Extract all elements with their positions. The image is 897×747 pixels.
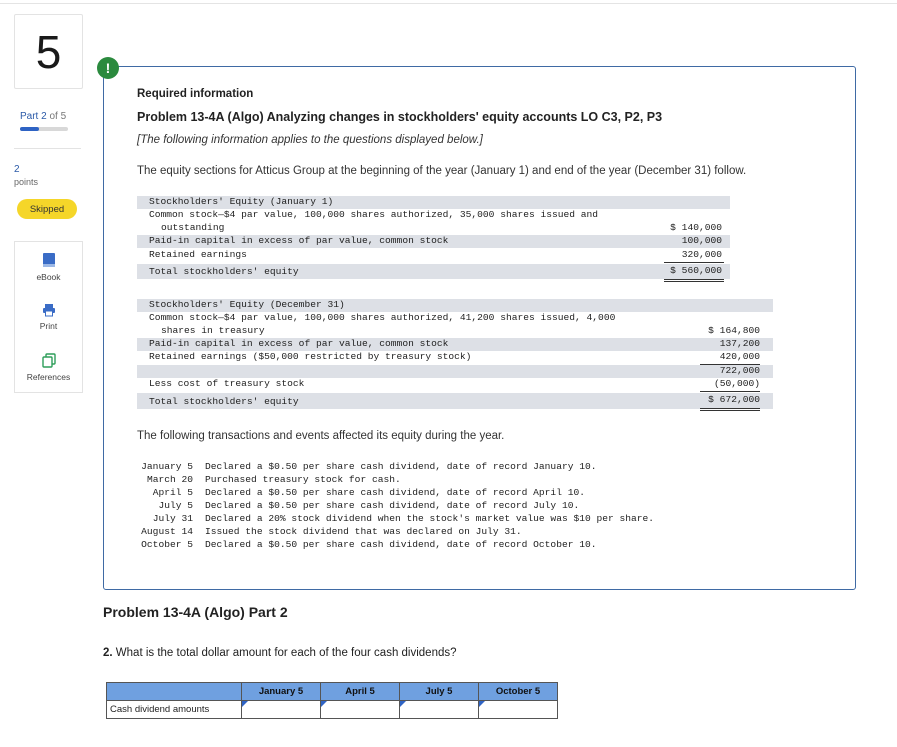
equity-jan-paid-in: 100,000 <box>681 235 722 246</box>
transactions-intro: The following transactions and events affected its equity during the year. <box>137 430 505 442</box>
references-label: References <box>26 372 71 382</box>
part-progress-fill <box>20 127 39 131</box>
col-header: January 5 <box>242 683 321 701</box>
transaction-desc: Issued the stock dividend that was declared on July 31. <box>205 526 522 537</box>
equity-dec-common-stock: $ 164,800 <box>708 325 760 336</box>
references-icon <box>15 353 82 368</box>
equity-jan-header: Stockholders' Equity (January 1) <box>149 196 334 207</box>
printer-icon <box>15 303 82 317</box>
intro-text: The equity sections for Atticus Group at the beginning of the year (January 1) and end of the year (December 31) follow. <box>137 165 747 177</box>
ebook-button[interactable] <box>15 252 82 282</box>
col-header: October 5 <box>479 683 558 701</box>
underline <box>664 281 724 282</box>
top-divider <box>0 3 897 4</box>
rail-divider <box>14 148 81 149</box>
answer-row <box>107 701 558 719</box>
print-label: Print <box>39 321 58 331</box>
row-label: Cash dividend amounts <box>107 701 242 719</box>
transaction-date: July 5 <box>158 500 193 511</box>
equity-dec-line1: Common stock—$4 par value, 100,000 shares authorized, 41,200 shares issued, 4,000 <box>149 312 616 323</box>
col-header: July 5 <box>400 683 479 701</box>
equity-dec-less-label: Less cost of treasury stock <box>149 378 305 389</box>
answer-input-january-5[interactable] <box>242 702 320 717</box>
equity-jan-common-stock: $ 140,000 <box>670 222 722 233</box>
equity-jan-retained: 320,000 <box>681 249 722 260</box>
answer-table <box>106 682 558 719</box>
equity-jan-line1b: outstanding <box>161 222 225 233</box>
underline <box>700 391 760 392</box>
references-button[interactable] <box>15 353 82 382</box>
part2-title: Problem 13-4A (Algo) Part 2 <box>103 604 288 620</box>
print-button[interactable] <box>15 303 82 331</box>
underline <box>700 410 760 411</box>
transaction-desc: Declared a 20% stock dividend when the stock's market value was $10 per share. <box>205 513 655 524</box>
equity-dec-retained: 420,000 <box>719 351 760 362</box>
question-number: 5 <box>14 14 83 89</box>
header-blank <box>107 683 242 701</box>
part-indicator: Part 2 of 5 <box>20 111 67 122</box>
equity-dec-line1b: shares in treasury <box>161 325 265 336</box>
applies-note: [The following information applies to the questions displayed below.] <box>137 134 483 146</box>
answer-cell <box>321 701 400 719</box>
underline <box>664 279 724 280</box>
transaction-date: July 31 <box>152 513 193 524</box>
alert-icon: ! <box>97 57 119 79</box>
answer-cell <box>479 701 558 719</box>
part-progress-bar <box>20 127 68 131</box>
question-number-label: 2. <box>103 647 113 659</box>
equity-dec-line2: Paid-in capital in excess of par value, common stock <box>149 338 449 349</box>
equity-dec-total-label: Total stockholders' equity <box>149 396 299 407</box>
cell-marker-icon <box>321 701 327 707</box>
required-information-heading: Required information <box>137 88 254 100</box>
tools-panel <box>14 241 83 393</box>
cell-marker-icon <box>479 701 485 707</box>
answer-table-header <box>107 683 558 701</box>
points-label: points <box>14 177 39 187</box>
ebook-label: eBook <box>36 272 61 282</box>
equity-jan-line3: Retained earnings <box>149 249 247 260</box>
transaction-date: January 5 <box>141 461 193 472</box>
cell-marker-icon <box>242 701 248 707</box>
book-icon <box>15 252 82 268</box>
underline <box>700 408 760 409</box>
cell-marker-icon <box>400 701 406 707</box>
equity-dec-line3: Retained earnings ($50,000 restricted by treasury stock) <box>149 351 472 362</box>
equity-dec-total: $ 672,000 <box>708 394 760 405</box>
transaction-desc: Declared a $0.50 per share cash dividend, date of record October 10. <box>205 539 597 550</box>
answer-input-july-5[interactable] <box>400 702 478 717</box>
transaction-date: October 5 <box>141 539 193 550</box>
answer-cell <box>242 701 321 719</box>
equity-jan-total: $ 560,000 <box>670 265 722 276</box>
equity-jan-line1: Common stock—$4 par value, 100,000 shares authorized, 35,000 shares issued and <box>149 209 599 220</box>
answer-cell <box>400 701 479 719</box>
question-body: What is the total dollar amount for each of the four cash dividends? <box>115 647 457 659</box>
problem-title: Problem 13-4A (Algo) Analyzing changes in stockholders' equity accounts LO C3, P2, P3 <box>137 110 663 124</box>
equity-dec-header: Stockholders' Equity (December 31) <box>149 299 345 310</box>
underline <box>664 262 724 263</box>
transaction-date: March 20 <box>146 474 193 485</box>
equity-dec-treasury: (50,000) <box>713 378 760 389</box>
col-header: April 5 <box>321 683 400 701</box>
answer-input-april-5[interactable] <box>321 702 399 717</box>
transaction-desc: Declared a $0.50 per share cash dividend, date of record July 10. <box>205 500 580 511</box>
equity-jan-total-label: Total stockholders' equity <box>149 266 299 277</box>
transaction-desc: Purchased treasury stock for cash. <box>205 474 401 485</box>
transaction-date: April 5 <box>152 487 193 498</box>
equity-dec-subtotal: 722,000 <box>719 365 760 376</box>
points-value: 2 <box>14 164 20 175</box>
equity-dec-paid-in: 137,200 <box>719 338 760 349</box>
answer-input-october-5[interactable] <box>479 702 557 717</box>
question-text <box>103 647 457 659</box>
status-badge: Skipped <box>17 199 77 219</box>
transaction-date: August 14 <box>141 526 193 537</box>
transaction-desc: Declared a $0.50 per share cash dividend, date of record April 10. <box>205 487 585 498</box>
transaction-desc: Declared a $0.50 per share cash dividend, date of record January 10. <box>205 461 597 472</box>
equity-jan-line2: Paid-in capital in excess of par value, common stock <box>149 235 449 246</box>
equity-dec-subtotal-bg <box>137 365 773 378</box>
